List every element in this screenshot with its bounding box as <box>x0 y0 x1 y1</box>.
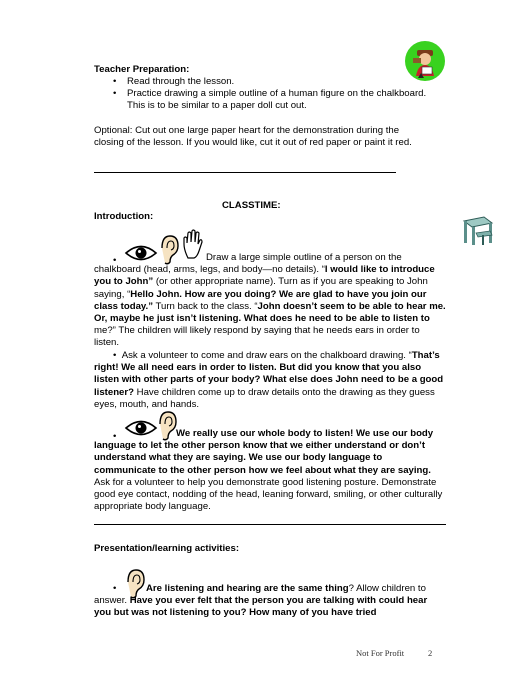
intro-p1-bold: Hello John. How are you doing? We are glad to have you join our class today.” <box>94 288 427 312</box>
teacher-prep-heading: Teacher Preparation: <box>94 64 190 75</box>
section-divider <box>94 524 446 525</box>
school-desk-icon <box>460 213 496 247</box>
intro-p1-bold: I would like to introduce you to John” <box>94 264 435 288</box>
intro-p1-bold: John doesn’t seem to be able to hear me. Or, maybe he just isn’t listening. What does he need to be able to listen to <box>94 300 446 325</box>
footer-label: Not For Profit <box>356 648 405 658</box>
bullet-marker: • <box>113 88 117 99</box>
intro-p1-text: Draw a large simple outline of a person on the chalkboard (head, arms, legs, and body—no details). “ <box>94 252 402 276</box>
bullet-marker: • <box>113 76 117 87</box>
intro-p2-text: Ask a volunteer to come and draw ears on the chalkboard drawing. “ <box>121 350 412 361</box>
bullet-marker: • <box>113 431 117 442</box>
intro-p1-text: Turn back to the class. “ <box>153 300 258 312</box>
teacher-prep-bullet-2: Practice drawing a simple outline of a human figure on the chalkboard. This is to be similar to a paper doll cut out. <box>127 88 427 112</box>
classtime-title: CLASSTIME: <box>222 200 281 211</box>
teacher-prep-bullet-1: Read through the lesson. <box>127 76 235 87</box>
page-number: 2 <box>428 648 433 658</box>
intro-p1-text: me?” The children will likely respond by saying that he needs ears in order to listen. <box>94 325 420 349</box>
introduction-heading: Introduction: <box>94 211 154 222</box>
presentation-p1-text: ? Allow children to answer. <box>94 583 426 607</box>
presentation-heading: Presentation/learning activities: <box>94 543 240 554</box>
intro-p3-text: Ask for a volunteer to help you demonstrate good listening posture. Demonstrate good eye contact, nodding of the head, leaning forward, smiling, or other culturally appropriate body language. <box>94 476 443 513</box>
presentation-paragraph-1 <box>94 583 446 620</box>
intro-p2-text: Have children come up to draw details onto the drawing as they guess eyes, mouth, and hands. <box>94 386 435 410</box>
teacher-prep-optional: Optional: Cut out one large paper heart for the demonstration during the closing of the lesson. If you would like, cut it out of red paper or paint it red. <box>94 125 412 149</box>
presentation-p1-bold: Have you ever felt that the person you are talking with could hear you but was not listening to you? How many of you have tried <box>94 595 428 619</box>
bullet-marker: • <box>113 583 117 594</box>
section-divider <box>94 172 396 173</box>
intro-paragraph-1 <box>94 252 446 350</box>
intro-paragraph-3 <box>94 428 446 513</box>
bullet-marker: • <box>113 255 117 266</box>
intro-p3-bold: We really use our whole body to listen! We use our body language to let the other person know that we either understand or don’t understand what they are saying. We use our body language to communicate to the other person how we feel about what they are saying. <box>94 428 434 476</box>
intro-p2-bold: That’s right! We all need ears in order to listen. But did you know that you also listen with other parts of your body? What else does John need to be a good listener? <box>94 350 444 398</box>
intro-p1-text: (or other appropriate name). Turn as if you are speaking to John saying, “ <box>94 276 428 300</box>
presentation-p1-bold: Are listening and hearing are the same thing <box>146 583 349 594</box>
bullet-marker: • <box>113 350 122 361</box>
intro-paragraph-2 <box>94 350 446 411</box>
